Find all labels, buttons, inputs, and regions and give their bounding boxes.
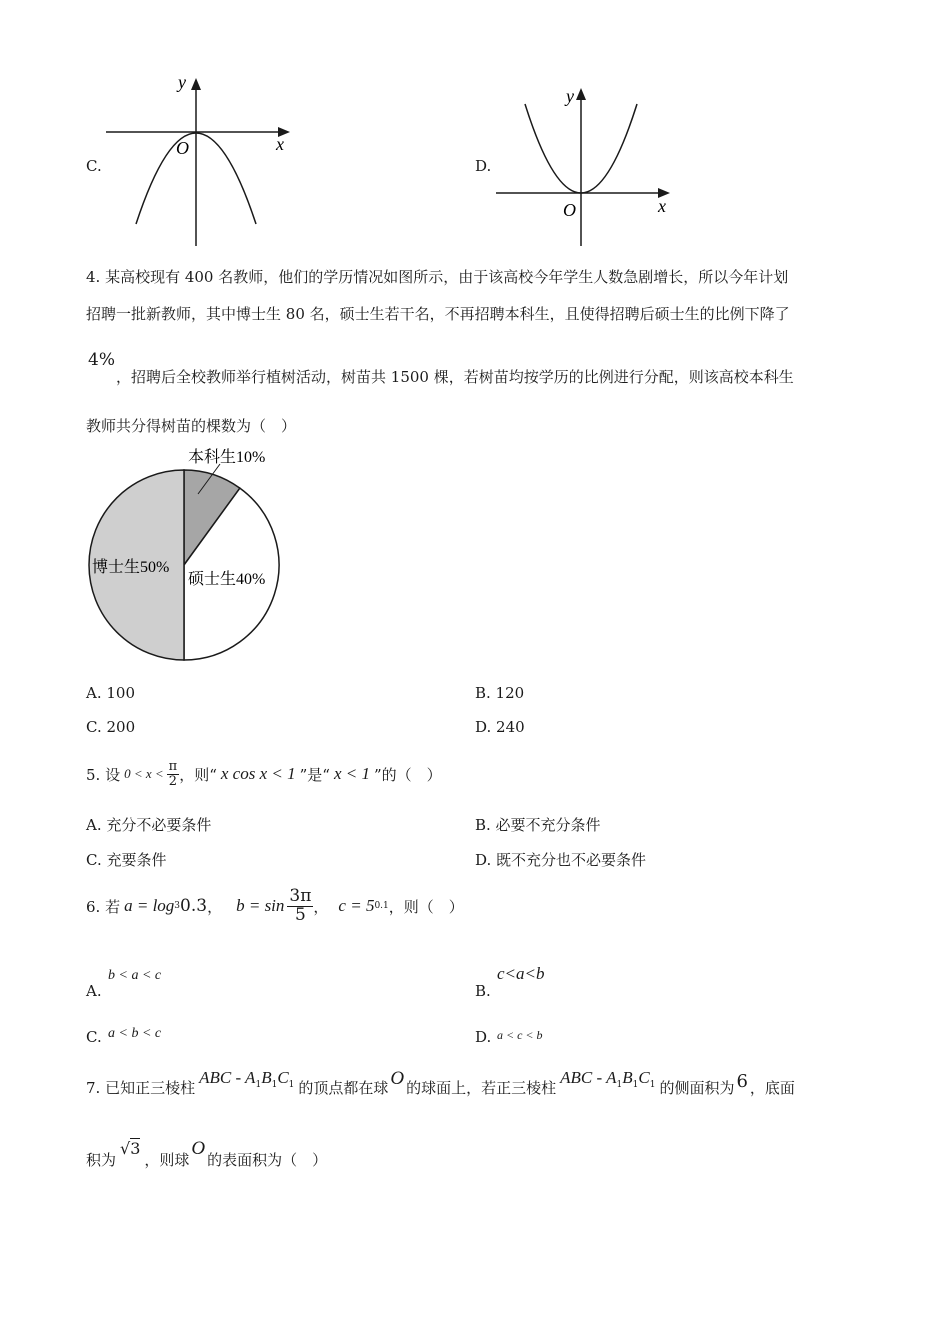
q5-prefix: 5. 设 [86, 765, 121, 784]
q7-mid3: 的侧面积为 [659, 1079, 735, 1097]
q6-stem [86, 880, 464, 932]
y-axis-label: y [178, 72, 186, 92]
q6-option-a-expr: b < a < c [108, 968, 162, 983]
q6-sep1: ， [207, 897, 223, 916]
q7-line2-prefix: 积为 [86, 1151, 117, 1169]
q6-option-c-label: C. [86, 1028, 102, 1046]
q6-a-base: 3 [174, 901, 181, 911]
q4-option-d: D. 240 [475, 718, 525, 736]
q7-line2-end: 的表面积为（ ） [207, 1151, 328, 1169]
q7-sphere-o: O [390, 1068, 405, 1089]
q6-option-a-label: A. [86, 982, 102, 1000]
q5-option-b: B. 必要不充分条件 [475, 816, 601, 834]
x-axis-label: x [276, 134, 284, 154]
q4-line1: 4. 某高校现有 400 名教师，他们的学历情况如图所示，由于该高校今年学生人数急剧增长，所以今年计划 [86, 268, 789, 286]
q4-line4: 教师共分得树苗的棵数为（ ） [86, 417, 297, 435]
q6-b-num: 3π [289, 885, 312, 906]
q5-expr2: x < 1 [333, 764, 370, 783]
graph-c-downward-parabola [100, 72, 300, 252]
q4-line3: ，招聘后全校教师举行植树活动，树苗共 1500 棵，若树苗均按学历的比例进行分配，则该高校本科生 [116, 368, 794, 386]
q6-b-den: 5 [294, 904, 306, 925]
q7-sphere-o-2: O [191, 1138, 206, 1159]
q7-prism-1: ABC - $A_1B_1C_1$ [199, 1068, 295, 1090]
q4-option-b: B. 120 [475, 684, 525, 702]
q6-option-b-label: B. [475, 982, 491, 1000]
q5-frac-num: π [168, 758, 178, 774]
q4-line2: 招聘一批新教师，其中博士生 80 名，硕士生若干名，不再招聘本科生，且使得招聘后硕士生的比例下降了 [86, 305, 790, 323]
q7-line1 [86, 1062, 795, 1098]
q5-option-a: A. 充分不必要条件 [86, 816, 212, 834]
slice-label-bachelor: 本科生10% [188, 449, 266, 466]
q5-condition: 0 < x < [124, 766, 164, 781]
q7-sqrt-val: 3 [130, 1139, 141, 1158]
y-axis-arrow [191, 78, 201, 90]
origin-label: O [176, 138, 189, 158]
q6-sep2: ， [313, 897, 329, 916]
x-axis-label: x [658, 196, 666, 216]
education-pie-chart [80, 440, 300, 670]
q5-option-d: D. 既不充分也不必要条件 [475, 851, 647, 869]
q5-frac-den: 2 [168, 773, 178, 789]
q6-option-d-label: D. [475, 1028, 492, 1046]
q5-mid1: ，则“ [179, 765, 217, 784]
q5-end: ”的（ ） [374, 765, 442, 784]
q6-b-expr: b = sin [236, 896, 285, 915]
graph-d-upward-parabola [490, 82, 690, 252]
q6-end: ，则（ ） [388, 897, 464, 916]
slice-label-master: 硕士生40% [188, 571, 266, 588]
q7-area: 6 [736, 1071, 748, 1092]
q4-option-c: C. 200 [86, 718, 136, 736]
q6-c-exp: 0.1 [374, 901, 389, 911]
option-d-label: D. [475, 157, 492, 175]
q5-option-c: C. 充要条件 [86, 851, 167, 869]
q6-option-d-expr: a < c < b [497, 1028, 543, 1042]
q6-prefix: 6. 若 [86, 897, 121, 916]
q5-mid2: ”是“ [299, 765, 330, 784]
q7-mid1: 的顶点都在球 [298, 1079, 389, 1097]
q7-prism-2: ABC - $A_1B_1C_1$ [560, 1068, 656, 1090]
q7-prefix: 7. 已知正三棱柱 [86, 1079, 196, 1097]
q4-option-a: A. 100 [86, 684, 135, 702]
q6-a-expr: a = log [124, 896, 175, 915]
q7-sqrt: √3 [120, 1139, 141, 1158]
q5-expr1: x cos x < 1 [220, 764, 296, 783]
q6-c-expr: c = 5 [338, 896, 375, 915]
q7-mid2: 的球面上，若正三棱柱 [406, 1079, 557, 1097]
q6-option-c-expr: a < b < c [108, 1026, 162, 1041]
q5-stem [86, 752, 442, 796]
q6-a-arg: 0.3 [180, 896, 208, 916]
origin-label: O [563, 200, 576, 220]
q6-b-fraction [287, 885, 313, 925]
slice-label-doctor: 博士生50% [92, 559, 170, 576]
q6-option-b-expr: c<a<b [497, 964, 545, 983]
q4-percent: 4% [88, 350, 115, 370]
y-axis-arrow [576, 88, 586, 100]
q7-line2 [86, 1134, 327, 1170]
option-c-label: C. [86, 157, 102, 175]
q7-line2-mid: ，则球 [144, 1151, 190, 1169]
q7-end1: ，底面 [749, 1079, 795, 1097]
y-axis-label: y [566, 86, 574, 106]
q5-fraction [167, 760, 180, 788]
